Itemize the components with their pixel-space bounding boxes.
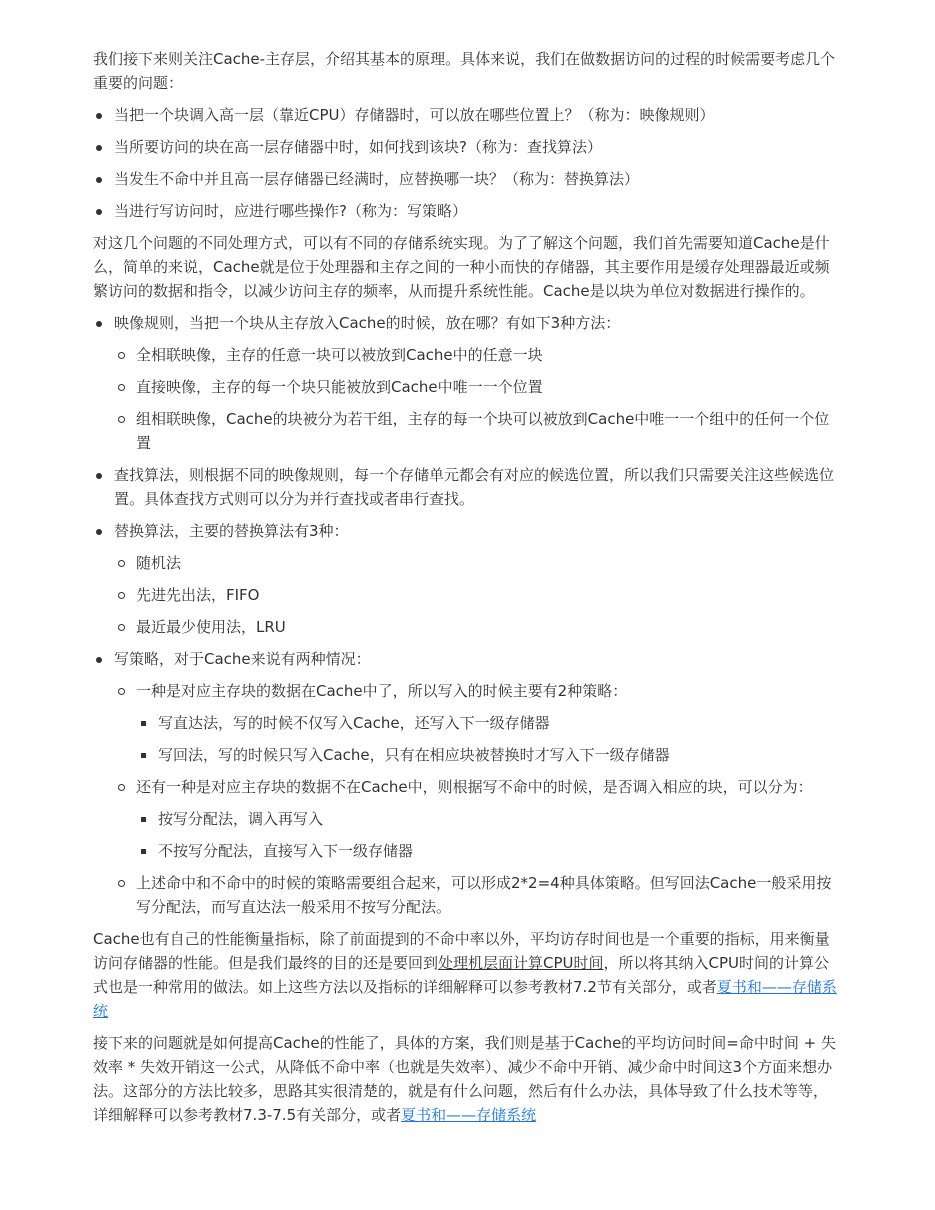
list-item: 当所要访问的块在高一层存储器中时，如何找到该块?（称为：查找算法） [93, 135, 841, 159]
list-item: 直接映像，主存的每一个块只能被放到Cache中唯一一个位置 [114, 375, 841, 399]
list-item: 写直达法，写的时候不仅写入Cache，还写入下一级存储器 [136, 711, 841, 735]
mapping-rules-item [93, 311, 841, 455]
list-item: 当进行写访问时，应进行哪些操作?（称为：写策略） [93, 199, 841, 223]
mapping-rules-sublist [114, 343, 841, 455]
intro-paragraph: 我们接下来则关注Cache-主存层，介绍其基本的原理。具体来说，我们在做数据访问的过程的时候需要考虑几个重要的问题： [93, 50, 836, 92]
performance-text-2: ，所以将其纳入CPU时间的计算公式也是一种常用的做法。如上这些方法以及指标的详细解释可以参考教材7.2节有关部分，或者 [93, 954, 830, 996]
write-policy-sublist [114, 679, 841, 919]
question-list [93, 103, 841, 223]
list-item: 组相联映像，Cache的块被分为若干组，主存的每一个块可以被放到Cache中唯一一个组中的任何一个位置 [114, 407, 841, 455]
write-hit-label: 一种是对应主存块的数据在Cache中了，所以写入的时候主要有2种策略： [136, 682, 628, 700]
mapping-rules-label: 映像规则，当把一个块从主存放入Cache的时候，放在哪？有如下3种方法： [114, 314, 621, 332]
list-item: 当发生不命中并且高一层存储器已经满时，应替换哪一块？（称为：替换算法） [93, 167, 841, 191]
improve-paragraph [93, 1031, 841, 1127]
write-miss-label: 还有一种是对应主存块的数据不在Cache中，则根据写不命中的时候，是否调入相应的块，可以分为： [136, 778, 813, 796]
performance-text-1: Cache也有自己的性能衡量指标，除了前面提到的不命中率以外，平均访存时间也是一个重要的指标，用来衡量访问存储器的性能。但是我们最终的目的还是要回到 [93, 930, 830, 972]
cache-definition-paragraph: 对这几个问题的不同处理方式，可以有不同的存储系统实现。为了了解这个问题，我们首先需要知道Cache是什么，简单的来说，Cache就是位于处理器和主存之间的一种小而快的存储器，其主要作用是缓存处理器最近或频繁访问的数据和指令，以减少访问主存的频率，从而提升系统性能。Cache是以块为单位对数据进行操作的。 [93, 234, 830, 300]
lookup-algorithm-item: 查找算法，则根据不同的映像规则，每一个存储单元都会有对应的候选位置，所以我们只需要关注这些候选位置。具体查找方式则可以分为并行查找或者串行查找。 [93, 463, 841, 511]
write-hit-item [114, 679, 841, 767]
list-item: 先进先出法，FIFO [114, 583, 841, 607]
list-item: 按写分配法，调入再写入 [136, 807, 841, 831]
cpu-time-underlined-text: 处理机层面计算CPU时间 [438, 954, 604, 972]
improve-text: 接下来的问题就是如何提高Cache的性能了，具体的方案，我们则是基于Cache的平均访问时间=命中时间 + 失效率 * 失效开销这一公式，从降低不命中率（也就是失效率）、减少不命中开销、减少命中时间这3个方面来想办法。这部分的方法比较多，思路其实很清楚的，就是有什么问题，然后有什么办法，具体导致了什么技术等等，详细解释可以参考教材7.3-7.5有关部分，或者 [93, 1034, 836, 1124]
list-item: 不按写分配法，直接写入下一级存储器 [136, 839, 841, 863]
storage-system-link-2[interactable]: 夏书和——存储系统 [401, 1106, 537, 1124]
replacement-sublist [114, 551, 841, 639]
performance-paragraph [93, 927, 841, 1023]
replacement-algorithm-item [93, 519, 841, 639]
document-body [93, 47, 841, 1135]
topic-list [93, 311, 841, 919]
replacement-label: 替换算法，主要的替换算法有3种： [114, 522, 349, 540]
list-item: 随机法 [114, 551, 841, 575]
write-policy-label: 写策略，对于Cache来说有两种情况： [114, 650, 371, 668]
write-policy-item [93, 647, 841, 919]
list-item: 写回法，写的时候只写入Cache，只有在相应块被替换时才写入下一级存储器 [136, 743, 841, 767]
write-miss-item [114, 775, 841, 863]
list-item: 当把一个块调入高一层（靠近CPU）存储器时，可以放在哪些位置上？（称为：映像规则） [93, 103, 841, 127]
list-item: 最近最少使用法，LRU [114, 615, 841, 639]
list-item: 全相联映像，主存的任意一块可以被放到Cache中的任意一块 [114, 343, 841, 367]
storage-system-link[interactable]: 夏书和——存储系统 [93, 978, 837, 1020]
write-combined-item: 上述命中和不命中的时候的策略需要组合起来，可以形成2*2=4种具体策略。但写回法Cache一般采用按写分配法，而写直达法一般采用不按写分配法。 [114, 871, 841, 919]
write-hit-sublist [136, 711, 841, 767]
write-miss-sublist [136, 807, 841, 863]
